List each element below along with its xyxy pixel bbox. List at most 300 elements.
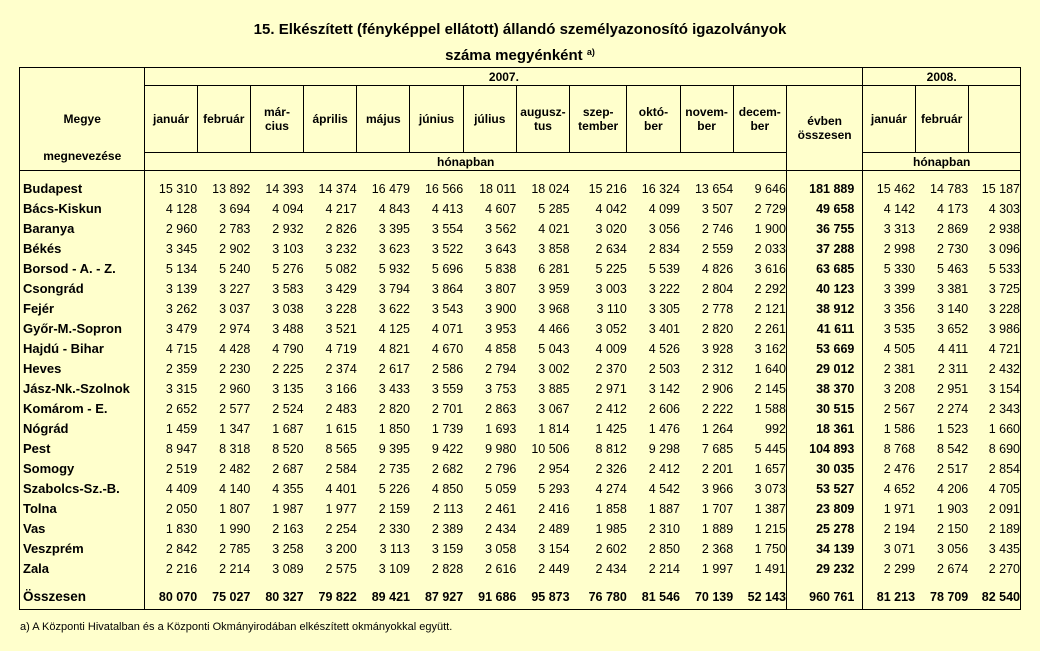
month-value: 2 412: [595, 402, 627, 416]
month-header: szep- tember: [570, 86, 627, 153]
month-value-2008: 2 998: [883, 242, 916, 256]
month-value-2008: 3 313: [883, 222, 916, 236]
county-name: Komárom - E.: [20, 399, 145, 419]
annual-total: 37 288: [786, 239, 862, 259]
month-value: 13 892: [212, 182, 251, 196]
county-name: Győr-M.-Sopron: [20, 319, 145, 339]
month-value: 4 542: [648, 482, 680, 496]
month-value: 2 584: [325, 462, 357, 476]
month-value: 2 974: [219, 322, 251, 336]
month-value: 2 482: [219, 462, 251, 476]
data-table: [19, 67, 1021, 610]
month-value-2008: 2 951: [936, 382, 969, 396]
month-value: 16 324: [641, 182, 680, 196]
month-value-2008: 4 303: [968, 199, 1020, 219]
table-title: 15. Elkészített (fényképpel ellátott) állandó személyazonosító igazolványok: [253, 21, 787, 38]
month-value-2008: 2 274: [936, 402, 969, 416]
month-value: 3 109: [378, 562, 410, 576]
month-value-2008: 3 228: [968, 299, 1020, 319]
month-value-2008: 2 189: [968, 519, 1020, 539]
month-value-2008: 2 091: [968, 499, 1020, 519]
month-value: 1 889: [701, 522, 734, 536]
month-value: 4 140: [219, 482, 251, 496]
month-value: 2 617: [378, 362, 410, 376]
month-value: 2 902: [219, 242, 251, 256]
month-value: 2 586: [431, 362, 464, 376]
month-value: 3 479: [165, 322, 198, 336]
month-value: 4 790: [272, 342, 304, 356]
month-value: 75 027: [197, 579, 250, 610]
month-value: 1 459: [165, 422, 198, 436]
month-value: 2 359: [165, 362, 198, 376]
month-value: 2 434: [485, 522, 517, 536]
month-value: 1 990: [219, 522, 251, 536]
month-value: 14 374: [318, 182, 357, 196]
month-value: 3 110: [596, 302, 627, 316]
month-value: 1 615: [325, 422, 357, 436]
month-value: 3 616: [754, 262, 786, 276]
month-value: 3 953: [485, 322, 517, 336]
month-value: 2 906: [701, 382, 734, 396]
month-value: 3 643: [485, 242, 517, 256]
annual-total: 29 012: [786, 359, 862, 379]
month-header: január: [145, 86, 197, 153]
annual-total: 960 761: [786, 579, 862, 610]
month-value: 3 038: [272, 302, 304, 316]
month-value-2008: 14 783: [930, 182, 969, 196]
month-value: 3 543: [431, 302, 464, 316]
county-header-label: Megye: [63, 112, 101, 126]
month-value: 3 037: [219, 302, 251, 316]
annual-total: 63 685: [786, 259, 862, 279]
footnote: a) A Központi Hivatalban és a Központi Okmányirodában elkészített okmányokkal együtt.: [20, 621, 453, 633]
table-row: [20, 459, 1021, 479]
month-value-2008: 2 567: [883, 402, 916, 416]
month-header-2008: február: [915, 86, 968, 153]
month-value: 9 646: [754, 182, 786, 196]
month-value: 2 214: [648, 562, 680, 576]
month-value: 2 374: [325, 362, 357, 376]
month-value-2008: 3 725: [968, 279, 1020, 299]
month-value: 3 401: [648, 322, 680, 336]
month-value: 2 310: [648, 522, 680, 536]
month-header: októ- ber: [627, 86, 680, 153]
month-value: 1 830: [165, 522, 198, 536]
month-value-2008: 4 173: [936, 202, 969, 216]
month-value: 3 345: [165, 242, 198, 256]
table-subtitle: [0, 43, 1040, 65]
month-value: 2 145: [754, 382, 786, 396]
month-value-2008: 1 586: [883, 422, 916, 436]
month-value: 2 230: [219, 362, 251, 376]
month-value-2008: 3 356: [883, 302, 916, 316]
month-value: 8 947: [165, 442, 198, 456]
month-value: 6 281: [538, 262, 570, 276]
month-value: 2 113: [432, 502, 464, 516]
month-value: 3 807: [485, 282, 517, 296]
month-value: 4 715: [165, 342, 198, 356]
annual-total: 40 123: [786, 279, 862, 299]
month-value: 2 575: [325, 562, 357, 576]
month-value-2008: 4 142: [883, 202, 916, 216]
month-value: 3 900: [485, 302, 517, 316]
month-value: 80 070: [145, 579, 197, 610]
month-value: 4 274: [595, 482, 627, 496]
month-value: 3 753: [485, 382, 517, 396]
month-value: 8 318: [219, 442, 251, 456]
month-value: 2 826: [325, 222, 357, 236]
month-value-2008: 2 674: [936, 562, 969, 576]
month-value: 2 820: [378, 402, 410, 416]
month-value: 2 804: [701, 282, 734, 296]
month-value: 3 488: [272, 322, 304, 336]
month-value: 1 215: [754, 522, 786, 536]
month-value: 70 139: [680, 579, 733, 610]
month-value: 3 154: [538, 542, 570, 556]
month-header: július: [463, 86, 516, 153]
month-value: 2 449: [538, 562, 570, 576]
month-value-2008: 1 903: [936, 502, 969, 516]
month-value-2008: 1 971: [883, 502, 916, 516]
month-value-2008: 2 730: [936, 242, 969, 256]
month-header: augusz- tus: [516, 86, 569, 153]
annual-total: 29 232: [786, 559, 862, 579]
month-value: 2 746: [701, 222, 734, 236]
month-value: 3 089: [272, 562, 304, 576]
month-value-2008: 4 705: [968, 479, 1020, 499]
month-value: 3 200: [325, 542, 357, 556]
month-value: 18 011: [479, 182, 517, 196]
month-value-2008: 4 721: [968, 339, 1020, 359]
annual-total: 38 912: [786, 299, 862, 319]
month-value: 15 310: [158, 182, 198, 196]
month-value: 4 850: [431, 482, 464, 496]
month-value: 1 814: [538, 422, 570, 436]
month-value: 3 002: [538, 362, 570, 376]
month-value: 9 980: [485, 442, 517, 456]
month-value: 3 139: [165, 282, 198, 296]
month-value-2008: 4 505: [883, 342, 916, 356]
month-value: 1 425: [595, 422, 627, 436]
month-value-2008: 3 381: [936, 282, 969, 296]
month-value: 14 393: [265, 182, 304, 196]
month-value: 3 562: [485, 222, 517, 236]
month-value: 3 622: [378, 302, 410, 316]
table-row: [20, 479, 1021, 499]
month-value: 3 056: [648, 222, 680, 236]
month-header: már- cius: [250, 86, 303, 153]
month-value: 2 616: [485, 562, 517, 576]
month-value: 2 735: [378, 462, 410, 476]
month-value: 2 602: [595, 542, 627, 556]
month-value: 4 217: [325, 202, 357, 216]
table-row: [20, 419, 1021, 439]
annual-total: 25 278: [786, 519, 862, 539]
month-value: 81 546: [627, 579, 680, 610]
county-header: [20, 68, 145, 171]
month-value: 3 073: [754, 482, 786, 496]
month-value-2008: 2 869: [936, 222, 969, 236]
annual-total: 49 658: [786, 199, 862, 219]
month-value: 2 842: [165, 542, 198, 556]
month-value: 2 368: [701, 542, 734, 556]
month-value: 3 966: [701, 482, 734, 496]
county-name: Pest: [20, 439, 145, 459]
month-value-2008: 2 432: [968, 359, 1020, 379]
month-value: 5 932: [378, 262, 410, 276]
month-value: 2 461: [485, 502, 517, 516]
month-value: 3 159: [431, 542, 464, 556]
county-name: Zala: [20, 559, 145, 579]
month-value: 3 559: [431, 382, 464, 396]
month-value: 2 796: [485, 462, 517, 476]
month-value-2008: 2 150: [936, 522, 969, 536]
month-value: 2 524: [272, 402, 304, 416]
month-value: 2 519: [165, 462, 198, 476]
month-value: 1 807: [219, 502, 251, 516]
annual-total: 53 669: [786, 339, 862, 359]
table-row: [20, 171, 1021, 200]
month-value: 1 750: [754, 542, 786, 556]
month-value: 1 264: [701, 422, 734, 436]
month-value: 4 021: [538, 222, 570, 236]
month-value: 5 082: [325, 262, 357, 276]
month-value: 91 686: [463, 579, 516, 610]
month-value: 1 640: [754, 362, 786, 376]
month-value: 2 121: [754, 302, 786, 316]
month-value: 5 445: [754, 442, 786, 456]
annual-total: 53 527: [786, 479, 862, 499]
unit-2007-header: hónapban: [145, 153, 786, 171]
month-value: 3 507: [701, 202, 734, 216]
annual-total: 181 889: [786, 171, 862, 200]
month-value: 4 428: [219, 342, 251, 356]
month-value: 89 421: [357, 579, 410, 610]
month-value: 4 526: [648, 342, 680, 356]
month-value: 3 142: [648, 382, 680, 396]
month-value: 2 434: [595, 562, 627, 576]
month-value: 9 395: [378, 442, 410, 456]
month-value: 10 506: [531, 442, 570, 456]
county-name: Békés: [20, 239, 145, 259]
month-value: 1 887: [648, 502, 680, 516]
month-value: 3 222: [648, 282, 680, 296]
month-value: 9 422: [431, 442, 464, 456]
month-value: 2 559: [701, 242, 734, 256]
month-value: 4 821: [378, 342, 410, 356]
month-value-2008: 82 540: [968, 579, 1020, 610]
annual-total-header: évben összesen: [786, 86, 862, 171]
annual-total: 23 809: [786, 499, 862, 519]
month-value: 2 960: [219, 382, 251, 396]
table-row: [20, 519, 1021, 539]
month-value: 5 285: [538, 202, 570, 216]
month-header: novem- ber: [680, 86, 733, 153]
month-value: 2 222: [701, 402, 734, 416]
month-value-2008: 2 311: [937, 362, 969, 376]
month-value: 4 401: [325, 482, 357, 496]
month-value: 3 166: [325, 382, 357, 396]
table-subtitle-text: száma megyénként: [445, 47, 583, 64]
table-row: [20, 439, 1021, 459]
month-value: 1 687: [272, 422, 304, 436]
month-value-2008: 3 140: [936, 302, 969, 316]
unit-2008-header: hónapban: [863, 153, 1021, 171]
month-value: 5 539: [648, 262, 680, 276]
month-value: 2 687: [272, 462, 304, 476]
month-value-2008: 3 056: [936, 542, 969, 556]
month-value: 4 094: [272, 202, 304, 216]
table-row: [20, 499, 1021, 519]
county-header-sublabel: megnevezése: [43, 149, 122, 163]
month-value-2008: 3 154: [968, 379, 1020, 399]
month-value: 2 370: [595, 362, 627, 376]
month-value: 3 315: [165, 382, 198, 396]
county-name: Vas: [20, 519, 145, 539]
month-value: 4 125: [378, 322, 410, 336]
table-row: [20, 579, 1021, 610]
month-value: 1 387: [754, 502, 786, 516]
annual-total: 30 515: [786, 399, 862, 419]
month-value: 8 565: [325, 442, 357, 456]
month-value-2008: 4 206: [936, 482, 969, 496]
month-value: 2 254: [325, 522, 357, 536]
month-value: 5 240: [219, 262, 251, 276]
month-value-2008: 1 660: [968, 419, 1020, 439]
year-2008-header: 2008.: [863, 68, 1021, 86]
month-value: 2 225: [272, 362, 304, 376]
month-value: 3 258: [272, 542, 304, 556]
month-value: 3 003: [595, 282, 627, 296]
month-value: 3 262: [165, 302, 198, 316]
month-value: 4 413: [431, 202, 464, 216]
month-value: 87 927: [410, 579, 463, 610]
month-value: 52 143: [733, 579, 786, 610]
month-value: 2 606: [648, 402, 680, 416]
county-name: Hajdú - Bihar: [20, 339, 145, 359]
month-value: 1 900: [754, 222, 786, 236]
month-value: 5 225: [595, 262, 627, 276]
month-value-2008: 2 938: [968, 219, 1020, 239]
month-value: 3 623: [378, 242, 410, 256]
month-value-2008: 2 343: [968, 399, 1020, 419]
month-header: decem- ber: [733, 86, 786, 153]
month-value: 5 838: [485, 262, 517, 276]
month-value: 2 033: [754, 242, 786, 256]
table-row: [20, 539, 1021, 559]
month-value: 2 261: [754, 322, 786, 336]
month-header-2008: [968, 86, 1020, 153]
month-value: 1 347: [219, 422, 251, 436]
table-row: [20, 399, 1021, 419]
month-value: 76 780: [570, 579, 627, 610]
month-value: 5 043: [538, 342, 570, 356]
month-value: 2 834: [648, 242, 680, 256]
month-value: 4 099: [648, 202, 680, 216]
month-value: 3 395: [378, 222, 410, 236]
month-value: 2 412: [648, 462, 680, 476]
month-value-2008: 8 542: [936, 442, 969, 456]
annual-total: 104 893: [786, 439, 862, 459]
county-name: Somogy: [20, 459, 145, 479]
month-value-2008: 15 462: [876, 182, 916, 196]
month-value-2008: 3 096: [968, 239, 1020, 259]
month-value: 5 226: [378, 482, 410, 496]
table-row: [20, 559, 1021, 579]
month-value: 2 652: [165, 402, 198, 416]
month-value: 2 292: [754, 282, 786, 296]
table-row: [20, 239, 1021, 259]
month-value: 2 778: [701, 302, 734, 316]
month-value: 1 588: [754, 402, 786, 416]
month-value: 4 607: [485, 202, 517, 216]
month-value: 992: [765, 422, 786, 436]
month-value: 3 694: [219, 202, 251, 216]
month-value: 2 389: [431, 522, 464, 536]
month-value: 5 276: [272, 262, 304, 276]
month-value: 3 864: [431, 282, 464, 296]
month-value: 5 293: [538, 482, 570, 496]
month-value: 95 873: [516, 579, 569, 610]
month-header: május: [357, 86, 410, 153]
annual-total: 38 370: [786, 379, 862, 399]
month-value: 3 433: [378, 382, 410, 396]
month-value-2008: 4 411: [937, 342, 969, 356]
month-value: 4 843: [378, 202, 410, 216]
month-value-2008: 2 270: [968, 559, 1020, 579]
month-value: 3 052: [595, 322, 627, 336]
month-value: 2 820: [701, 322, 734, 336]
month-value: 2 330: [378, 522, 410, 536]
month-value: 80 327: [250, 579, 303, 610]
county-name: Budapest: [20, 171, 145, 200]
month-value: 3 554: [431, 222, 464, 236]
month-value-2008: 2 381: [883, 362, 916, 376]
month-value: 1 997: [701, 562, 734, 576]
month-value-2008: 3 435: [968, 539, 1020, 559]
month-value: 2 971: [595, 382, 627, 396]
month-value-2008: 5 330: [883, 262, 916, 276]
month-value: 5 696: [431, 262, 464, 276]
month-value: 1 657: [754, 462, 786, 476]
month-value: 3 135: [272, 382, 304, 396]
month-value-2008: 2 476: [883, 462, 916, 476]
county-name: Tolna: [20, 499, 145, 519]
month-value: 3 020: [595, 222, 627, 236]
month-value: 1 491: [754, 562, 786, 576]
month-value: 3 521: [325, 322, 357, 336]
county-name: Összesen: [20, 579, 145, 610]
month-value: 4 009: [595, 342, 627, 356]
footnote-marker: a): [586, 47, 595, 57]
month-value: 4 466: [538, 322, 570, 336]
month-value: 3 959: [538, 282, 570, 296]
month-value: 4 042: [595, 202, 627, 216]
month-value: 2 503: [648, 362, 680, 376]
month-value: 3 583: [272, 282, 304, 296]
month-value: 2 701: [431, 402, 464, 416]
month-value: 13 654: [694, 182, 734, 196]
month-value-2008: 15 187: [968, 171, 1020, 200]
month-value-2008: 81 213: [863, 579, 915, 610]
month-value: 2 682: [431, 462, 464, 476]
annual-total: 41 611: [786, 319, 862, 339]
month-value: 3 429: [325, 282, 357, 296]
month-value-2008: 5 463: [936, 262, 969, 276]
month-value-2008: 4 652: [883, 482, 916, 496]
month-value-2008: 2 854: [968, 459, 1020, 479]
month-header-2008: január: [863, 86, 915, 153]
